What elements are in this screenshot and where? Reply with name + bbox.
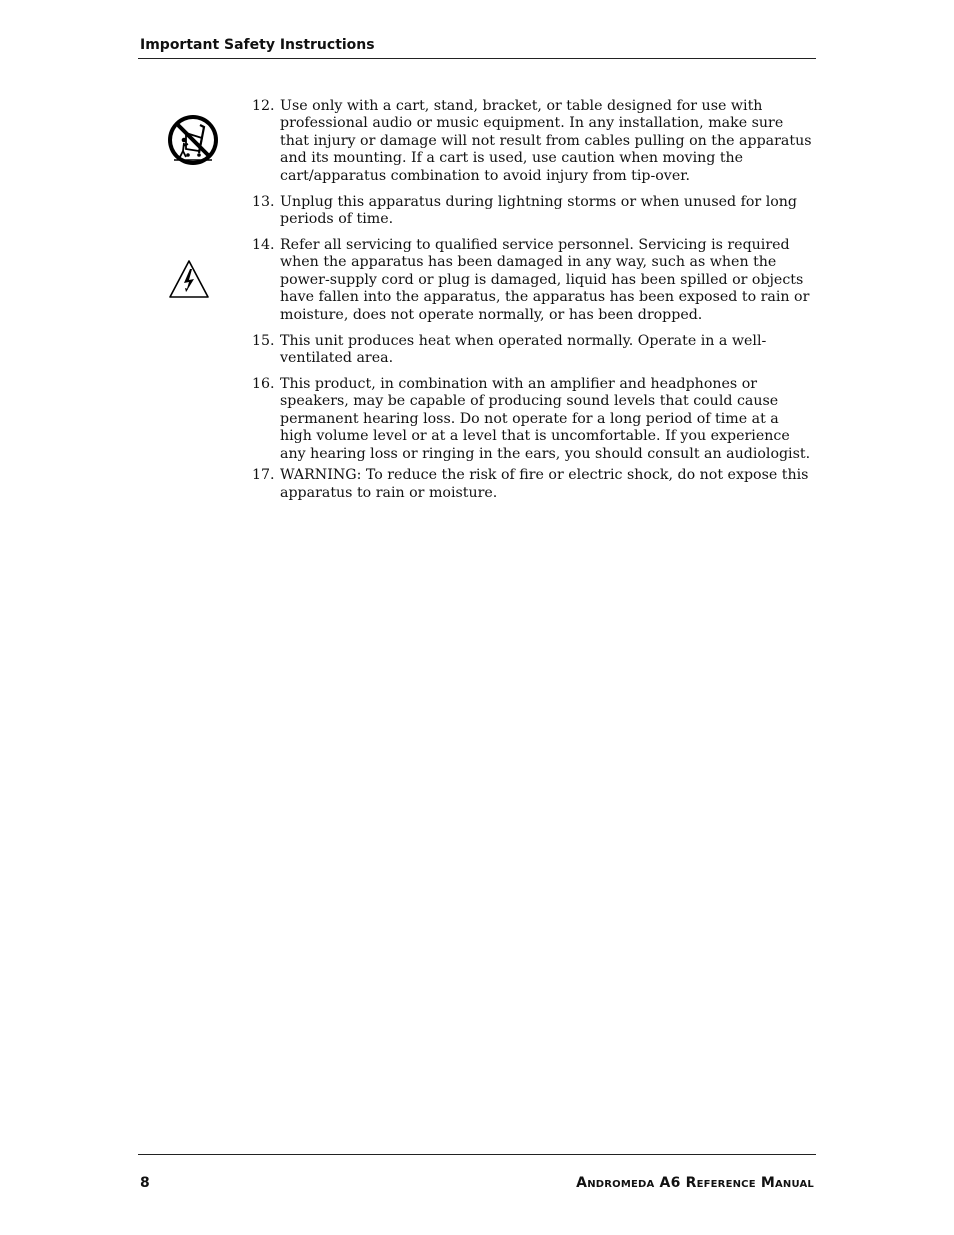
list-item	[252, 376, 812, 463]
item-number: 13.	[252, 193, 275, 210]
item-number: 15.	[252, 332, 275, 349]
item-text: Refer all servicing to qualified service personnel. Servicing is required when the apparatus has been damaged in any way, such as when the power-supply cord or plug is damaged, liquid has been spilled or objects have fallen into the apparatus, the apparatus has been exposed to rain or moisture, does not operate normally, or has been dropped.	[280, 237, 810, 323]
list-item	[252, 98, 812, 185]
list-item	[252, 467, 812, 502]
item-text: Unplug this apparatus during lightning storms or when unused for long periods of time.	[280, 193, 797, 228]
footer-rule	[138, 1154, 816, 1155]
item-text: Use only with a cart, stand, bracket, or table designed for use with professional audio or music equipment. In any installation, make sure that injury or damage will not result from cables pulling on the apparatus and its mounting. If a cart is used, use caution when moving the cart/apparatus combination to avoid injury from tip-over.	[280, 98, 812, 184]
page-number: 8	[140, 1175, 150, 1191]
manual-title: Andromeda A6 Reference Manual	[576, 1175, 814, 1191]
item-number: 17.	[252, 467, 275, 484]
header-title: Important Safety Instructions	[140, 37, 375, 53]
item-number: 14.	[252, 237, 275, 254]
list-item	[252, 194, 812, 229]
lightning-bolt-triangle-icon	[167, 258, 211, 300]
list-item	[252, 237, 812, 324]
header-rule	[138, 58, 816, 59]
item-text: This product, in combination with an amplifier and headphones or speakers, may be capable of producing sound levels that could cause permanent hearing loss. Do not operate for a long period of time at a high volume level or at a level that is uncomfortable. If you experience any hearing loss or ringing in the ears, you should consult an audiologist.	[280, 376, 811, 462]
safety-instructions-list	[252, 98, 812, 511]
item-text: This unit produces heat when operated normally. Operate in a well-ventilated area.	[280, 332, 767, 367]
item-text: WARNING: To reduce the risk of fire or electric shock, do not expose this apparatus to rain or moisture.	[280, 467, 809, 501]
item-number: 16.	[252, 376, 275, 393]
item-number: 12.	[252, 98, 275, 114]
no-cart-tipover-icon	[166, 113, 220, 167]
list-item	[252, 333, 812, 368]
